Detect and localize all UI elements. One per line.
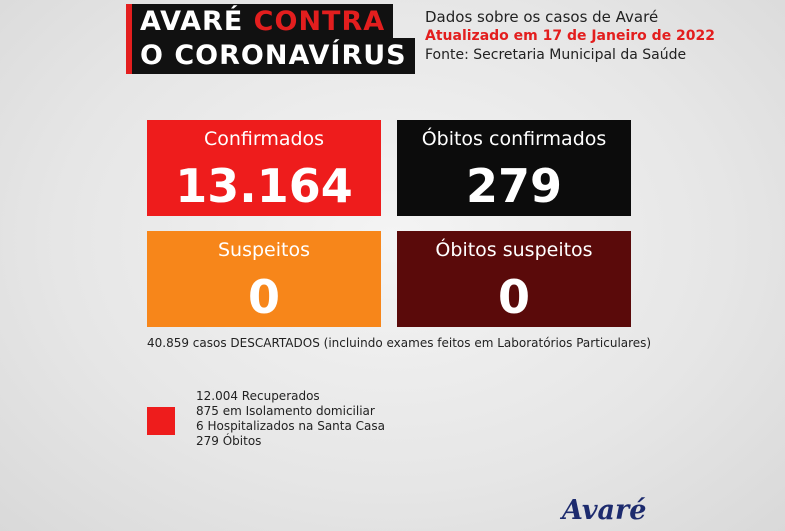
legend-square [147, 407, 175, 435]
card-value: 13.164 [175, 159, 353, 213]
card-value: 0 [247, 270, 280, 324]
stat-recuperados: 12.004 Recuperados [196, 389, 320, 403]
card-label: Suspeitos [217, 239, 310, 261]
card-label: Confirmados [203, 128, 325, 150]
descartados-note: 40.859 casos DESCARTADOS (incluindo exames feitos em Laboratórios Particulares) [147, 336, 652, 350]
stat-hospitalizados: 6 Hospitalizados na Santa Casa [196, 419, 385, 433]
stat-isolamento: 875 em Isolamento domiciliar [196, 404, 375, 418]
stats-list [196, 389, 385, 449]
card-value: 0 [497, 270, 530, 324]
title-part: AVARÉ [140, 6, 254, 37]
card-suspeitos [147, 231, 381, 327]
title-line-1 [126, 4, 393, 40]
stat-obitos: 279 Óbitos [196, 434, 262, 448]
title-highlight: CONTRA [253, 6, 386, 37]
card-confirmados [147, 120, 381, 216]
info-heading: Dados sobre os casos de Avaré [425, 8, 659, 26]
card-obitos-confirmados [397, 120, 631, 216]
card-obitos-suspeitos [397, 231, 631, 327]
avare-logo: Avaré [562, 495, 647, 526]
info-source: Fonte: Secretaria Municipal da Saúde [425, 47, 687, 63]
card-label: Óbitos confirmados [421, 128, 607, 150]
info-updated: Atualizado em 17 de Janeiro de 2022 [425, 28, 716, 44]
title-line-2: O CORONAVÍRUS [126, 38, 415, 74]
card-value: 279 [465, 159, 563, 213]
card-label: Óbitos suspeitos [435, 239, 593, 261]
